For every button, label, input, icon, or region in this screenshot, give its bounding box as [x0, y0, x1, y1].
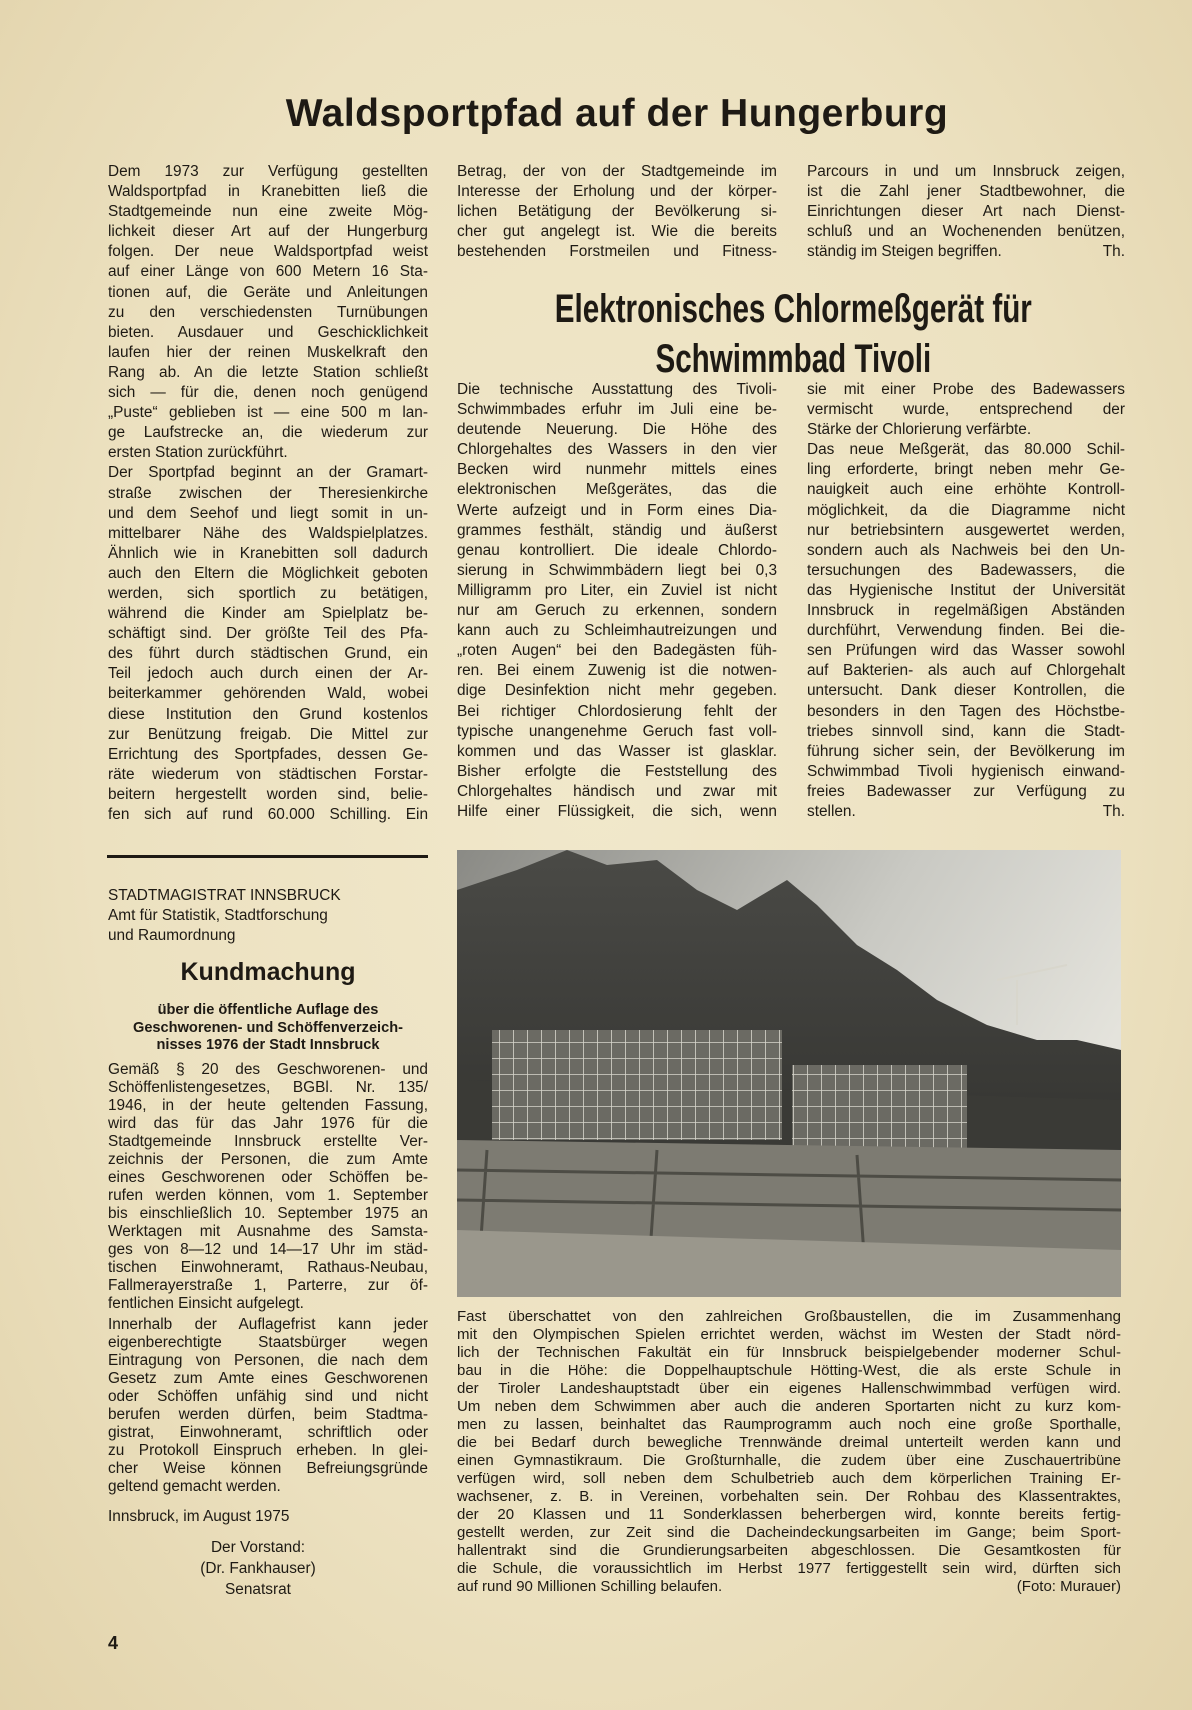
building-frame-left [492, 1030, 782, 1140]
text-line [108, 604, 428, 624]
article-title-waldsportpfad: Waldsportpfad auf der Hungerburg [285, 92, 949, 135]
line-text: des führt durch städtischen Grund, ein [108, 645, 428, 663]
line-text: schäftigt sind. Der größte Teil des Pfa- [108, 625, 428, 643]
line-text: cher gut angelegt ist. Wie die bereits [457, 223, 777, 241]
text-line [108, 242, 428, 262]
line-text: Teil jedoch auch durch einen der Ar- [108, 665, 428, 683]
article1-column-3 [807, 162, 1125, 262]
section-divider [107, 855, 428, 858]
line-text: zur Benützung freigab. Die Mittel zur [108, 725, 428, 743]
text-line [457, 501, 777, 521]
text-line [108, 303, 428, 323]
text-line [807, 541, 1125, 561]
text-line [108, 1061, 428, 1079]
building-frame-right [792, 1065, 967, 1150]
line-text: lichkeit dieser Art auf der Hungerburg [108, 223, 428, 241]
text-line [457, 1326, 1121, 1344]
line-text: Schwimmbad Tivoli hygienisch einwand- [807, 762, 1125, 780]
notice-issuer-block [108, 886, 428, 946]
text-line [108, 222, 428, 242]
line-text: Stadtgemeinde Innsbruck erstellte Ver- [108, 1133, 428, 1150]
text-line [807, 722, 1125, 742]
text-line [108, 705, 428, 725]
line-text: Rang ab. An die letzte Station schließt [108, 363, 428, 381]
line-text: sierung in Schwimmbädern liegt bei 0,3 [457, 561, 777, 579]
text-line [457, 460, 777, 480]
text-line [457, 661, 777, 681]
line-text: beiterkammer gehörenden Wald, wobei [108, 685, 428, 703]
paragraph [108, 162, 428, 463]
text-line [457, 581, 777, 601]
text-line [807, 681, 1125, 701]
headline-text: Schwimmbad Tivoli [655, 337, 931, 381]
line-text: hallentrakt sind die Grundierungsarbeiten abgeschlossen. Die Gesamtkosten für [457, 1542, 1121, 1559]
line-text: vermischt wurde, entsprechend der [807, 401, 1125, 419]
line-text: ling erforderte, bringt neben mehr Ge- [807, 461, 1125, 479]
text-line [108, 1133, 428, 1151]
text-line [457, 400, 777, 420]
text-line [457, 1452, 1121, 1470]
signatory-role: Der Vorstand: [210, 1539, 306, 1556]
text-line [108, 383, 428, 403]
text-line [457, 1470, 1121, 1488]
text-line [108, 463, 428, 483]
line-text: Hilfe einer Flüssigkeit, die sich, wenn [457, 802, 777, 820]
text-line [108, 1334, 428, 1352]
author-signature: (Foto: Murauer) [1016, 1578, 1121, 1595]
text-line [807, 480, 1125, 500]
line-text: zu den verschiedensten Turnübungen [108, 303, 428, 321]
line-text: der Tiroler Landeshauptstadt über ein eigenes Hallenschwimmbad verfügen wird. [457, 1380, 1121, 1397]
line-text: laufen hier der reinen Muskelkraft den [108, 343, 428, 361]
text-line [807, 162, 1125, 182]
text-line [807, 222, 1125, 242]
text-line [457, 1542, 1121, 1560]
text-line [807, 782, 1125, 802]
text-line [457, 1560, 1121, 1578]
line-text: stellen. [807, 802, 856, 820]
line-text: Chlorgehaltes händisch und zwar mit [457, 782, 777, 800]
headline-line [440, 334, 1146, 384]
text-line [457, 702, 777, 722]
line-text: bau in die Höhe: die Doppelhauptschule Hötting-West, die als erste Schule in [457, 1362, 1121, 1379]
line-text: einen Gymnastikraum. Die Großturnhalle, die zudem über eine Zuschauertribüne [457, 1452, 1121, 1469]
line-text: verfügen wird, soll neben dem Schulbetrieb auch dem körperlichen Training Er- [457, 1470, 1121, 1487]
text-line [807, 641, 1125, 661]
text-line [457, 521, 777, 541]
text-line [108, 524, 428, 544]
text-line [457, 722, 777, 742]
line-text: wachsener, z. B. in Vereinen, vorbehalten sein. Der Rohbau des Klassentraktes, [457, 1488, 1121, 1505]
text-line [807, 501, 1125, 521]
article-title-chlormessgeraet [440, 284, 1146, 384]
text-line [807, 561, 1125, 581]
line-text: Schwimmbades erfuhr im Juli eine be- [457, 401, 777, 419]
line-text: Innerhalb der Auflagefrist kann jeder [108, 1316, 428, 1333]
text-line [108, 1424, 428, 1442]
article2-column-1 [457, 380, 777, 822]
line-text: genau kontrolliert. Die ideale Chlordo- [457, 541, 777, 559]
text-line [108, 1241, 428, 1259]
line-text: elektronischen Meßgerätes, das die [457, 481, 777, 499]
headline-line [440, 284, 1146, 334]
line-text: kann auch zu Schleimhautreizungen und [457, 622, 777, 640]
line-text: ren. Bei einem Zuwenig ist die notwen- [457, 662, 777, 680]
line-text: wird das für das Jahr 1976 für die [108, 1115, 428, 1132]
text-line [108, 363, 428, 383]
notice-issuer: STADTMAGISTRAT INNSBRUCK [108, 887, 341, 904]
text-line [108, 323, 428, 343]
line-text: Bei richtiger Chlordosierung fehlt der [457, 702, 777, 720]
line-text: „roten Augen“ bei den Badegästen füh- [457, 642, 777, 660]
text-line [807, 601, 1125, 621]
text-line [457, 242, 777, 262]
text-line [457, 681, 777, 701]
text-line [108, 1295, 428, 1313]
text-line [108, 785, 428, 805]
text-line [457, 1362, 1121, 1380]
line-text: besonders in den Tagen des Höchstbe- [807, 702, 1125, 720]
text-line [807, 581, 1125, 601]
text-line [807, 400, 1125, 420]
notice-heading: Kundmachung [180, 958, 356, 986]
author-signature: Th. [1102, 802, 1125, 820]
line-text: und dem Seehof und liegt somit in un- [108, 504, 428, 522]
line-text: tionen auf, die Geräte und Anleitungen [108, 283, 428, 301]
line-text: men zu lassen, beinhaltet das Raumprogramm auch noch eine große Sporthalle, [457, 1416, 1121, 1433]
line-text: die bei Bedarf durch bewegliche Trennwände dreimal unterteilt werden kann und [457, 1434, 1121, 1451]
line-text: Gesetz zum Amte eines Geschworenen [108, 1370, 428, 1387]
line-text: kommen und das Wasser ist glasklar. [457, 742, 777, 760]
line-text: Innsbruck in regelmäßigen Abständen [807, 602, 1125, 620]
line-text: Bisher erfolgte die Feststellung des [457, 762, 777, 780]
line-text: sich — für die, denen noch genügend [108, 384, 428, 402]
line-text: Errichtung des Sportpfades, dessen Ge- [108, 745, 428, 763]
line-text: tischen Einwohneramt, Rathaus-Neubau, [108, 1259, 428, 1276]
text-line [457, 1578, 1121, 1596]
text-line [108, 443, 428, 463]
notice-place-date: Innsbruck, im August 1975 [108, 1508, 290, 1525]
text-line [457, 1398, 1121, 1416]
text-line [108, 182, 428, 202]
text-line [108, 403, 428, 423]
text-line [108, 1370, 428, 1388]
line-text: Der Sportpfad beginnt an der Gramart- [108, 464, 428, 482]
line-text: Einrichtungen dieser Art nach Dienst- [807, 203, 1125, 221]
line-text: ges von 8—12 und 14—17 Uhr im städ- [108, 1241, 428, 1258]
text-line [457, 222, 777, 242]
line-text: bis einschließlich 10. September 1975 an [108, 1205, 428, 1222]
subheading-line: Geschworenen- und Schöffenverzeich- [132, 1019, 404, 1036]
text-line [457, 641, 777, 661]
article1-column-2 [457, 162, 777, 262]
text-line [457, 480, 777, 500]
line-text: zeichnis der Personen, die zum Amte [108, 1151, 428, 1168]
school-construction-photo [457, 850, 1121, 1297]
text-line [807, 521, 1125, 541]
text-line [108, 1223, 428, 1241]
text-line [108, 664, 428, 684]
line-text: ge Laufstrecke an, die wiederum zur [108, 424, 428, 442]
notice-department: und Raumordnung [108, 927, 236, 944]
line-text: gistrat, Einwohneramt, schriftlich oder [108, 1424, 428, 1441]
text-line [807, 702, 1125, 722]
line-text: sondern auch als Nachweis bei den Un- [807, 541, 1125, 559]
text-line [457, 1488, 1121, 1506]
line-text: Parcours in und um Innsbruck zeigen, [807, 163, 1125, 180]
text-line [457, 601, 777, 621]
line-text: möglichkeit, da die Diagramme nicht [807, 501, 1125, 519]
text-line [807, 440, 1125, 460]
text-line [457, 621, 777, 641]
line-text: Schöffenlistengesetzes, BGBl. Nr. 135/ [108, 1079, 428, 1096]
text-line [457, 1524, 1121, 1542]
author-signature: Th. [1102, 243, 1125, 261]
text-line [108, 1187, 428, 1205]
text-line [108, 684, 428, 704]
paragraph [108, 1316, 428, 1496]
text-line [108, 745, 428, 765]
text-line [108, 765, 428, 785]
line-text: Becken wird nunmehr mittels eines [457, 461, 777, 479]
line-text: cher Weise können Befreiungsgründe [108, 1460, 428, 1477]
text-line [807, 242, 1125, 262]
line-text: berufen werden dürfen, beim Stadtma- [108, 1406, 428, 1423]
line-text: Interesse der Erholung und der körper- [457, 183, 777, 201]
subheading-line: nisses 1976 der Stadt Innsbruck [156, 1037, 380, 1053]
line-text: fentlichen Einsicht aufgelegt. [108, 1295, 304, 1312]
text-line [457, 541, 777, 561]
line-text: triebes sinnvoll sind, kann die Stadt- [807, 722, 1125, 740]
line-text: lich der Technischen Fakultät ein für Innsbruck beispielgebender moderner Schul- [457, 1344, 1121, 1361]
line-text: beitern hergestellt worden sind, belie- [108, 785, 428, 803]
line-text: werden, sich sportlich zu betätigen, [108, 584, 428, 602]
line-text: straße zwischen der Theresienkirche [108, 484, 428, 502]
text-line [108, 504, 428, 524]
text-line [108, 1205, 428, 1223]
text-line [807, 762, 1125, 782]
line-text: rufen werden können, vom 1. September [108, 1187, 428, 1204]
line-text: auf rund 90 Millionen Schilling belaufen. [457, 1578, 723, 1595]
text-line [108, 1169, 428, 1187]
line-text: 1946, in der heute geltenden Fassung, [108, 1097, 428, 1114]
line-text: sie mit einer Probe des Badewassers [807, 381, 1125, 398]
text-line [457, 1506, 1121, 1524]
paragraph [457, 1308, 1121, 1596]
line-text: ist die Zahl jener Stadtbewohner, die [807, 183, 1125, 201]
text-line [108, 343, 428, 363]
line-text: Betrag, der von der Stadtgemeinde im [457, 163, 777, 180]
line-text: typische unangenehme Geruch fast voll- [457, 722, 777, 740]
text-line [108, 1151, 428, 1169]
text-line [108, 1460, 428, 1478]
text-line [108, 805, 428, 825]
text-line [457, 440, 777, 460]
notice-body [108, 1061, 428, 1499]
headline-text: Elektronisches Chlormeßgerät für [554, 287, 1032, 331]
notice-signatory [178, 1537, 338, 1600]
paragraph [457, 162, 777, 262]
line-text: fen sich auf rund 60.000 Schilling. Ein [108, 806, 428, 823]
text-line [457, 1434, 1121, 1452]
line-text: Werte aufzeigt und in Form eines Dia- [457, 501, 777, 519]
text-line [457, 742, 777, 762]
text-line [807, 202, 1125, 222]
line-text: bestehenden Forstmeilen und Fitness- [457, 243, 777, 261]
text-line [108, 262, 428, 282]
text-line [807, 420, 1125, 440]
signatory-name: (Dr. Fankhauser) [200, 1560, 316, 1577]
line-text: sen Prüfungen wird das Wasser sowohl [807, 642, 1125, 660]
line-text: Werktagen mit Ausnahme des Samsta- [108, 1223, 428, 1240]
line-text: nur am Geruch zu erkennen, sondern [457, 602, 777, 620]
text-line [108, 1442, 428, 1460]
text-line [457, 1308, 1121, 1326]
line-text: folgen. Der neue Waldsportpfad weist [108, 243, 428, 261]
text-line [457, 202, 777, 222]
paragraph [807, 380, 1125, 440]
line-text: geltend gemacht werden. [108, 1478, 281, 1495]
line-text: gestellt werden, zur Zeit sind die Dacheindeckungsarbeiten im Gange; beim Sport- [457, 1524, 1121, 1541]
text-line [457, 782, 777, 802]
line-text: dige Desinfektion nicht mehr gegeben. [457, 682, 777, 700]
line-text: Ähnlich wie in Kranebitten soll dadurch [108, 544, 428, 562]
text-line [108, 725, 428, 745]
text-line [108, 1352, 428, 1370]
text-line [108, 1079, 428, 1097]
line-text: Die technische Ausstattung des Tivoli- [457, 381, 777, 398]
text-line [108, 1097, 428, 1115]
line-text: deutende Neuerung. Die Höhe des [457, 421, 777, 439]
line-text: Gemäß § 20 des Geschworenen- und [108, 1061, 428, 1078]
line-text: Stärke der Chlorierung verfärbte. [807, 421, 1032, 439]
line-text: nauigkeit auch eine erhöhte Kontroll- [807, 481, 1125, 499]
article2-column-2 [807, 380, 1125, 822]
text-line [108, 484, 428, 504]
line-text: untersucht. Dank dieser Kontrollen, die [807, 682, 1125, 700]
page-number: 4 [108, 1633, 119, 1653]
text-line [108, 1406, 428, 1424]
line-text: während die Kinder am Spielplatz be- [108, 605, 428, 623]
notice-department: Amt für Statistik, Stadtforschung [108, 907, 328, 924]
text-line [108, 564, 428, 584]
line-text: freies Badewasser zur Verfügung zu [807, 782, 1125, 800]
line-text: auch den Eltern die Möglichkeit geboten [108, 564, 428, 582]
text-line [807, 802, 1125, 822]
text-line [108, 584, 428, 604]
paragraph [807, 162, 1125, 262]
line-text: Dem 1973 zur Verfügung gestellten [108, 163, 428, 180]
line-text: räte wiederum von städtischen Forstar- [108, 765, 428, 783]
line-text: nur betriebsintern ausgewertet werden, [807, 521, 1125, 539]
photo-caption [457, 1308, 1121, 1596]
line-text: Stadtgemeinde nun eine zweite Mög- [108, 203, 428, 221]
line-text: mit den Olympischen Spielen errichtet werden, wächst im Westen der Stadt nörd- [457, 1326, 1121, 1343]
text-line [457, 561, 777, 581]
line-text: ständig im Steigen begriffen. [807, 243, 1002, 261]
text-line [807, 621, 1125, 641]
line-text: Um neben dem Schwimmen aber auch die anderen Sportarten nicht zu kurz kom- [457, 1398, 1121, 1415]
line-text: Milligramm pro Liter, ein Zuviel ist nicht [457, 581, 777, 599]
line-text: schluß und an Wochenenden benützen, [807, 223, 1125, 241]
text-line [457, 1380, 1121, 1398]
line-text: Fallmerayerstraße 1, Parterre, zur öf- [108, 1277, 428, 1294]
text-line [108, 1277, 428, 1295]
line-text: Fast überschattet von den zahlreichen Großbaustellen, die im Zusammenhang [457, 1308, 1121, 1325]
text-line [457, 162, 777, 182]
notice-subheading [108, 1002, 428, 1055]
text-line [807, 182, 1125, 202]
line-text: grammes festhält, ständig und äußerst [457, 521, 777, 539]
text-line [108, 1316, 428, 1334]
line-text: diese Institution den Grund kostenlos [108, 705, 428, 723]
text-line [807, 460, 1125, 480]
line-text: auf Bakterien- als auch auf Chlorgehalt [807, 662, 1125, 680]
text-line [108, 202, 428, 222]
line-text: tersuchungen des Badewassers, die [807, 561, 1125, 579]
text-line [457, 1416, 1121, 1434]
line-text: bieten. Ausdauer und Geschicklichkeit [108, 323, 428, 341]
line-text: die Schule, die voraussichtlich im Herbst 1977 fertiggestellt sein wird, dürften sich [457, 1560, 1121, 1577]
text-line [807, 380, 1125, 400]
article1-column-1 [108, 162, 428, 825]
text-line [457, 1344, 1121, 1362]
paragraph [457, 380, 777, 822]
text-line [807, 661, 1125, 681]
line-text: Das neue Meßgerät, das 80.000 Schil- [807, 441, 1125, 459]
text-line [807, 742, 1125, 762]
paragraph [108, 463, 428, 825]
text-line [108, 1115, 428, 1133]
text-line [457, 802, 777, 822]
signatory-title: Senatsrat [225, 1581, 291, 1598]
line-text: der 20 Klassen und 11 Sonderklassen beherbergen wird, konnte bereits fertig- [457, 1506, 1121, 1523]
text-line [108, 423, 428, 443]
line-text: ersten Station zurückführt. [108, 444, 288, 462]
text-line [108, 624, 428, 644]
line-text: Chlorgehaltes des Wassers in den vier [457, 441, 777, 459]
text-line [457, 762, 777, 782]
line-text: mittelbarer Nähe des Waldspielplatzes. [108, 524, 428, 542]
line-text: eines Geschworenen oder Schöffen be- [108, 1169, 428, 1186]
paragraph [108, 1061, 428, 1313]
line-text: auf einer Länge von 600 Metern 16 Sta- [108, 263, 428, 281]
line-text: Waldsportpfad in Kranebitten ließ die [108, 183, 428, 201]
text-line [108, 1259, 428, 1277]
text-line [108, 162, 428, 182]
line-text: durchführt, Verwendung finden. Bei die- [807, 622, 1125, 640]
line-text: zu Protokoll Einspruch erheben. In glei- [108, 1442, 428, 1459]
line-text: eigenberechtigte Staatsbürger wegen [108, 1334, 428, 1351]
text-line [457, 182, 777, 202]
text-line [108, 544, 428, 564]
paragraph [807, 440, 1125, 822]
text-line [108, 1388, 428, 1406]
text-line [457, 420, 777, 440]
line-text: führung sicher sein, der Bevölkerung im [807, 742, 1125, 760]
line-text: das Hygienische Institut der Universität [807, 581, 1125, 599]
subheading-line: über die öffentliche Auflage des [157, 1002, 379, 1018]
text-line [108, 283, 428, 303]
line-text: „Puste“ geblieben ist — eine 500 m lan- [108, 404, 428, 422]
text-line [108, 1478, 428, 1496]
text-line [108, 644, 428, 664]
text-line [457, 380, 777, 400]
line-text: lichen Betätigung der Bevölkerung si- [457, 203, 777, 221]
line-text: Eintragung von Personen, die nach dem [108, 1352, 428, 1369]
line-text: oder Schöffen unfähig sind und nicht [108, 1388, 428, 1405]
